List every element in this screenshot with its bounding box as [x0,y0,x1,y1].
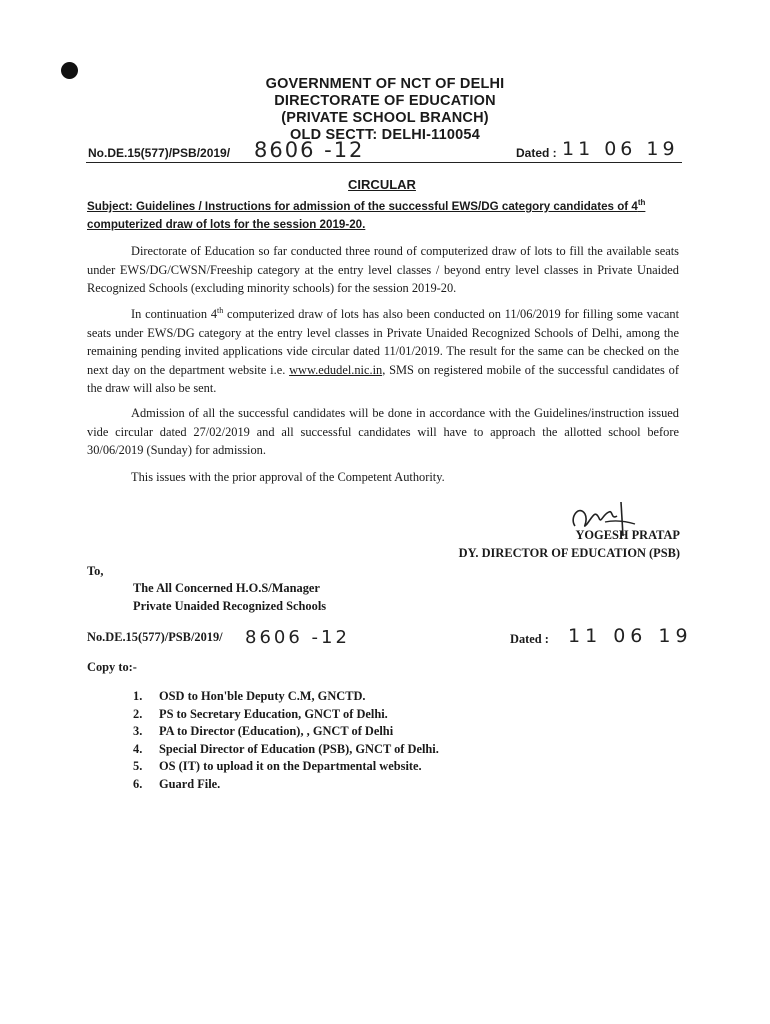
header-address: OLD SECTT: DELHI-110054 [290,127,480,143]
paragraph-2-text-end: SMS on registered mobile of the successful candidates of the draw will also be sent. [87,362,679,395]
paragraph-4: This issues with the prior approval of the Competent Authority. [131,470,445,484]
list-item [133,688,439,706]
paragraph-2-superscript: th [217,305,224,315]
list-item-text: Special Director of Education (PSB), GNCT of Delhi. [159,741,439,756]
header-branch: (PRIVATE SCHOOL BRANCH) [281,110,489,126]
dated-label: Dated : [516,146,557,160]
to-label: To, [87,564,104,578]
list-item-number: 2. [133,706,143,721]
subject-line [87,194,683,234]
paragraph-2 [87,305,679,398]
paragraph-2-text: In continuation 4 [131,307,218,321]
list-item-text: PA to Director (Education), , GNCT of Delhi [159,724,394,739]
list-item-number: 5. [133,759,143,774]
handwritten-reference-number-2: 8606 -12 [245,627,350,648]
list-item [133,741,439,759]
copy-to-list [133,688,439,794]
reference-row [86,140,682,163]
handwritten-date: 11 06 19 [562,138,679,160]
document-title: CIRCULAR [348,177,416,192]
signatory-designation: DY. DIRECTOR OF EDUCATION (PSB) [458,546,680,560]
subject-text: Subject: Guidelines / Instructions for admission of the successful EWS/DG category candidates of 4 [87,199,638,213]
recipient-line-1: The All Concerned H.O.S/Manager [133,581,320,595]
list-item-number: 6. [133,776,143,791]
subject-text-continued: computerized draw of lots for the session 2019-20. [87,217,366,231]
department-website-link[interactable]: www.edudel.nic.in, [289,362,386,377]
paragraph-2-text-middle: computerized draw of lots has also been conducted on 11/06/2019 for filling some vacant seats under EWS/DG category at the entry level classes in Private Unaided Recognized Schools of Delhi, among the remaining pending invited applications vide circular dated 11/01/2019. The result for the same can be checked on the next day on the department website i.e. [87,307,680,377]
dated-label-2: Dated : [510,632,549,646]
list-item-number: 4. [133,741,143,756]
list-item [133,776,439,794]
copy-to-label: Copy to:- [87,660,137,674]
list-item-text: OS (IT) to upload it on the Departmental website. [159,759,422,774]
paragraph-3: Admission of all the successful candidates will be done in accordance with the Guidelines/instruction issued vide circular dated 27/02/2019 and all successful candidates will have to approach the allotted school before 30/06/2019 (Sunday) for admission. [87,406,679,457]
header-government: GOVERNMENT OF NCT OF DELHI [265,76,505,92]
list-item [133,706,439,724]
list-item [133,723,439,741]
list-item [133,758,439,776]
recipient-line-2: Private Unaided Recognized Schools [133,599,327,613]
list-item-text: Guard File. [159,776,221,791]
reference-number-2: No.DE.15(577)/PSB/2019/ [87,630,223,644]
list-item-text: PS to Secretary Education, GNCT of Delhi. [159,706,388,721]
reference-number-label: No.DE.15(577)/PSB/2019/ [88,146,231,160]
handwritten-reference-number: 8606 -12 [254,138,365,162]
header-directorate: DIRECTORATE OF EDUCATION [274,93,496,109]
paragraph-1: Directorate of Education so far conducted three round of computerized draw of lots to fill the available seats under EWS/DG/CWSN/Freeship category at the entry level classes / beyond entry level classes in Private Unaided Recognized Schools (excluding minority schools) for the session 2019-20. [87,244,679,295]
handwritten-date-2: 11 06 19 [568,625,693,647]
signatory-name: YOGESH PRATAP [575,528,680,542]
list-item-text: OSD to Hon'ble Deputy C.M, GNCTD. [159,689,366,703]
subject-superscript: th [637,198,646,207]
list-item-number: 1. [133,689,143,703]
list-item-number: 3. [133,724,143,739]
